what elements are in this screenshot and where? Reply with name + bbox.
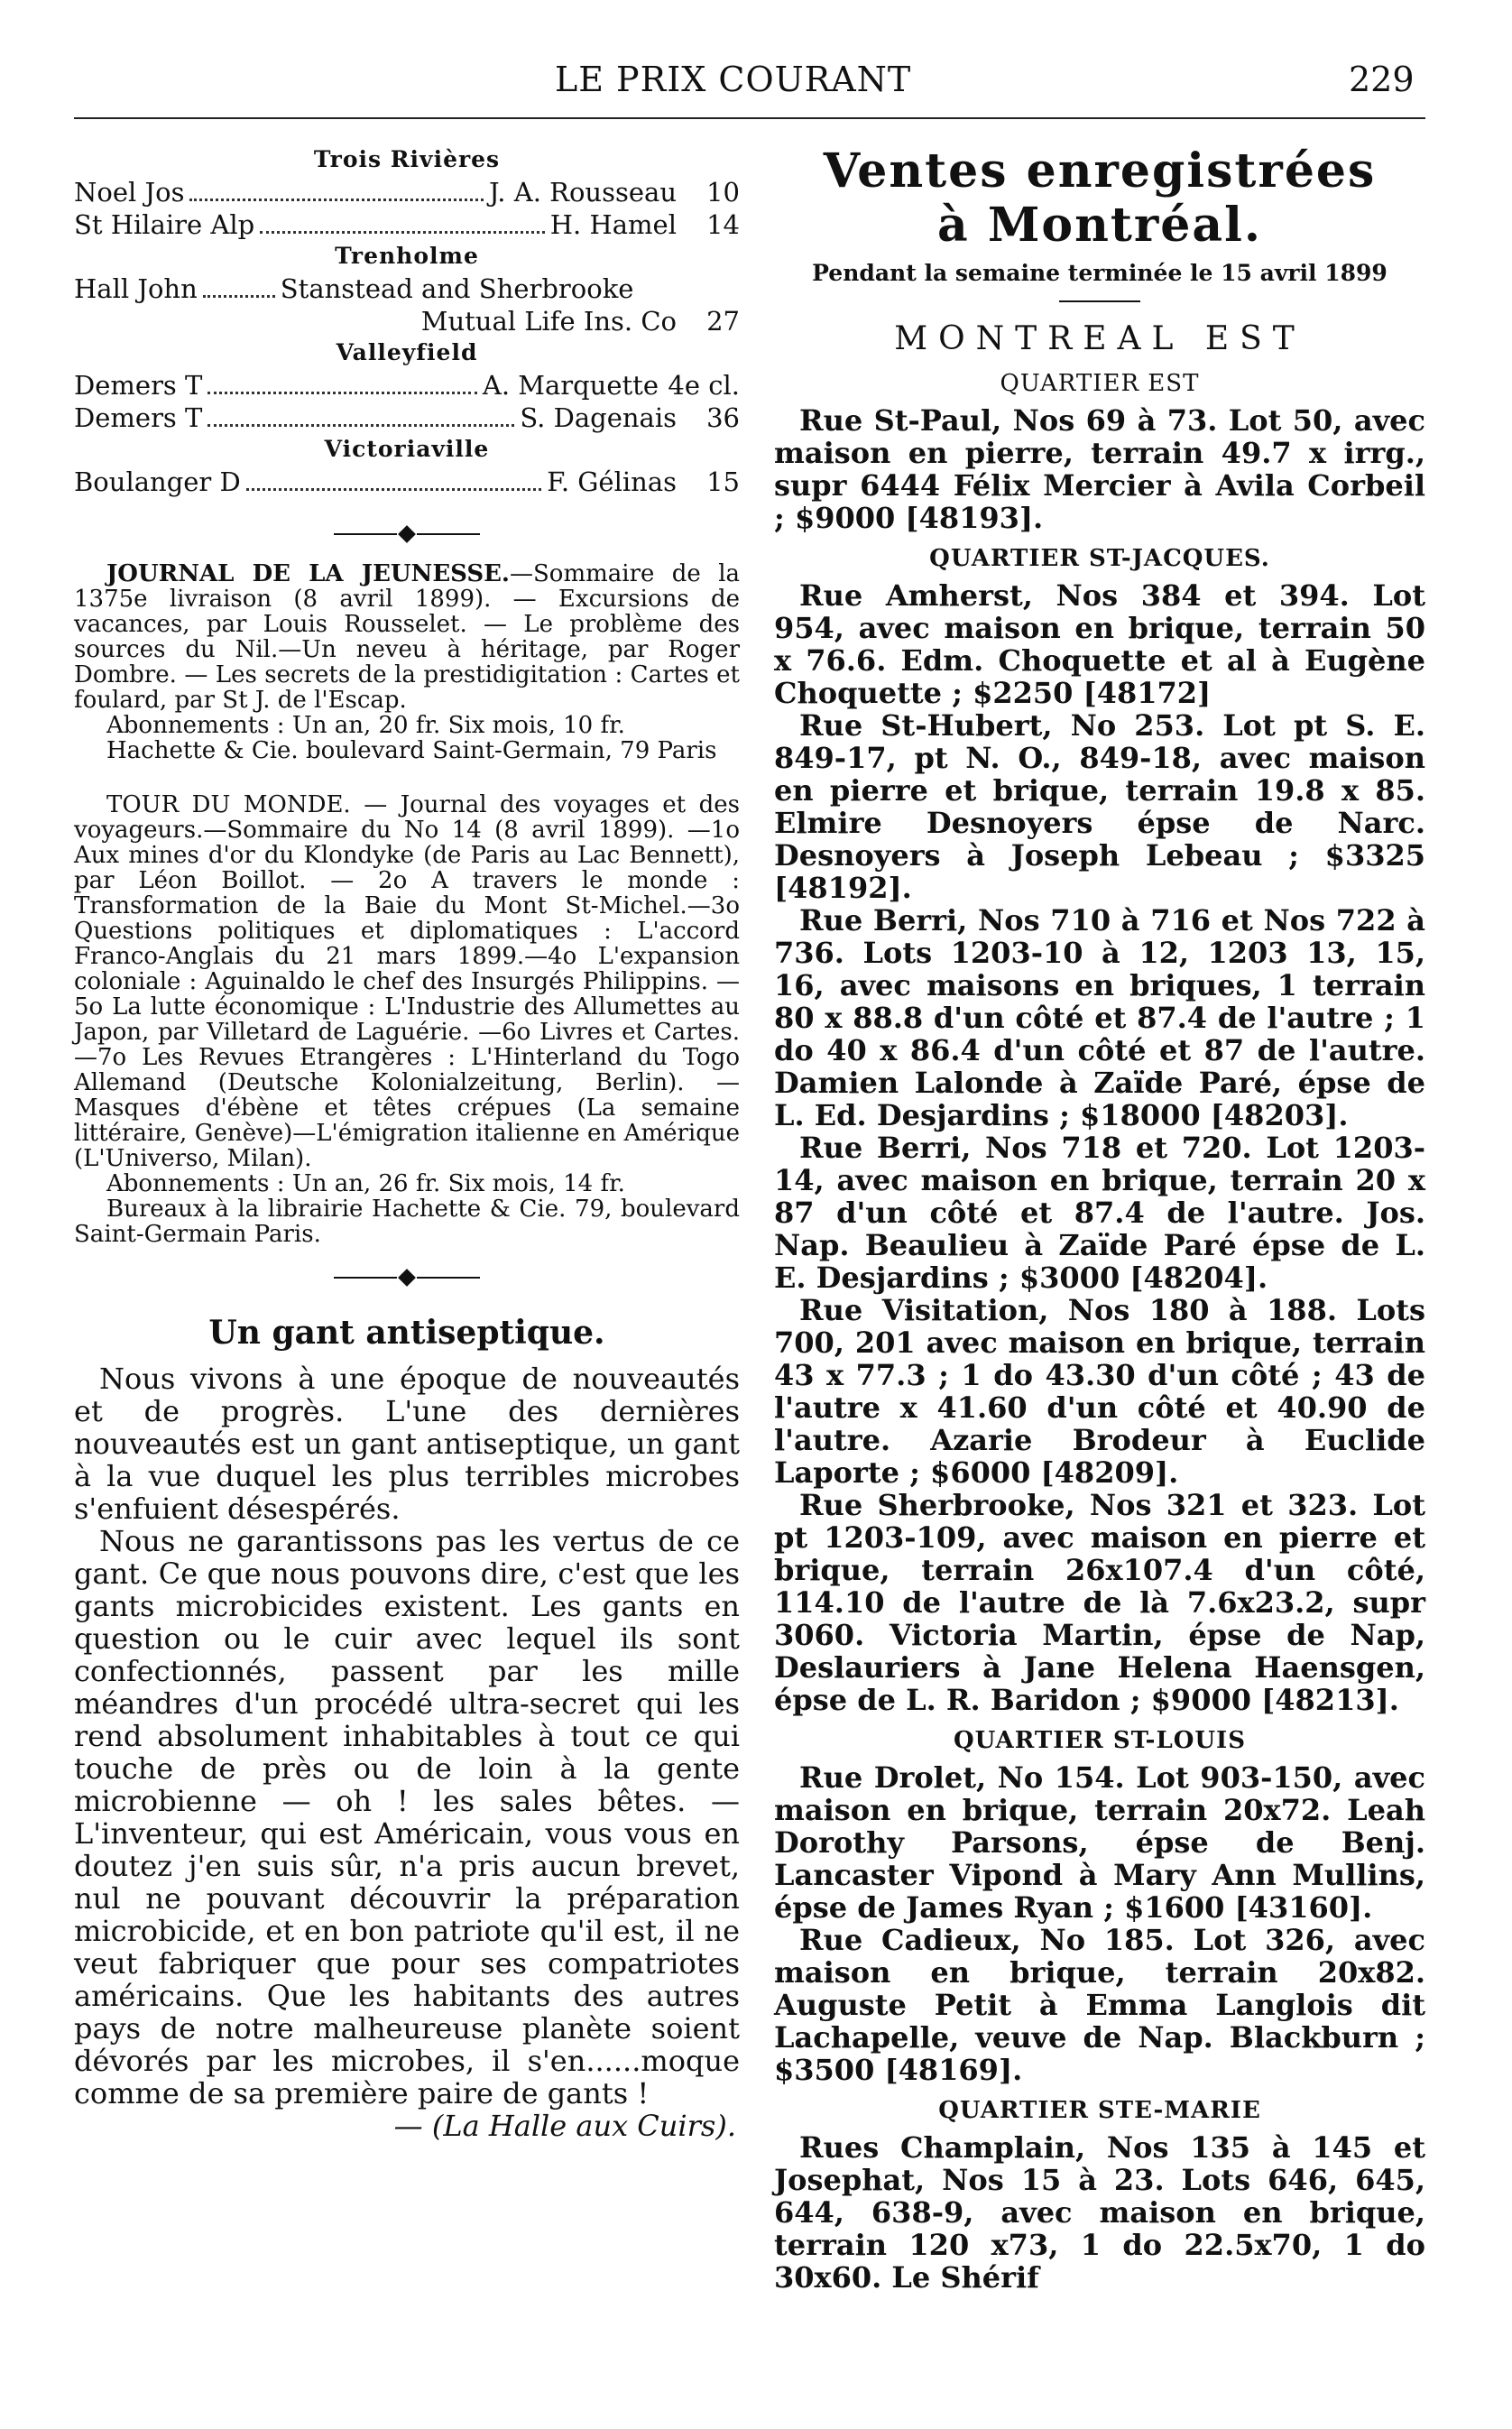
entry-name: Hall John	[74, 273, 198, 304]
sales-list	[774, 404, 1425, 534]
sale-entry: Rues Champlain, Nos 135 à 145 et Josephat, Nos 15 à 23. Lots 646, 645, 644, 638-9, avec maison en brique, terrain 120 x73, 1 do 22.5x70, 1 do 30x60. Le Shérif	[774, 2130, 1425, 2295]
ornament-bar	[334, 533, 397, 535]
dot-leader	[207, 424, 514, 427]
section-subtitle: Pendant la semaine terminée le 15 avril 1899	[812, 260, 1388, 286]
article-paragraph: Nous ne garantissons pas les vertus de ce gant. Ce que nous pouvons dire, c'est que les gants microbicides existent. Les gants en question ou le cuir avec lequel ils sont confectionnés, passent par les mille méandres d'un procédé ultra-secret qui les rend absolument inhabitables à tout ce qui touche de près ou de loin à la gente microbienne — oh ! les sales bêtes. — L'inventeur, qui est Américain, vous vous en doutez j'en suis sûr, n'a pris aucun brevet, nul ne pouvant découvrir la préparation microbicide, et en bon patriote qu'il est, il ne veut fabriquer que pour ses compatriotes américains. Que les habitants des autres pays de notre malheureuse planète soient dévorés par les microbes, il s'en......moque comme de sa première paire de gants !	[74, 1524, 740, 2110]
entry-name: Demers T	[74, 370, 203, 401]
dot-leader	[260, 231, 545, 234]
listing-entry	[74, 402, 740, 434]
article-title: Un gant antiseptique.	[208, 1314, 605, 1352]
dot-leader	[203, 295, 275, 298]
notice-text: — Journal des voyages et des voyageurs.—Sommaire du No 14 (8 avril 1899). —1o Aux mines d'or du Klondyke (de Paris au Lac Bennett), par Léon Boillot. — 2o A travers le monde : Transformation de la Baie du Mont St-Michel.—3o Questions politiques et diplomatiques : L'accord Franco-Anglais du 21 mars 1899.—4o L'expansion coloniale : Aguinaldo le chef des Insurgés Philippins. — 5o La lutte économique : L'Industrie des Allumettes au Japon, par Villetard de Laguérie. —6o Livres et Cartes.—7o Les Revues Etrangères : L'Hinterland du Togo Allemand (Deutsche Kolonialzeitung, Berlin). — Masques d'ébène et têtes crépues (La semaine littéraire, Genève)—L'émigration italienne en Amérique (L'Universo, Milan).	[74, 791, 741, 1172]
entry-number: 4e cl.	[668, 370, 740, 401]
notice-publisher: Hachette & Cie. boulevard Saint-Germain, 79 Paris	[106, 737, 717, 764]
location-heading: Valleyfield	[336, 339, 478, 365]
sales-list	[774, 2131, 1425, 2294]
listing-group-trois-rivieres	[74, 146, 740, 241]
section-ornament	[74, 1265, 740, 1287]
listing-entry	[74, 369, 740, 402]
listing-entry	[74, 272, 740, 305]
article-signoff: — (La Halle aux Cuirs).	[393, 2109, 736, 2143]
entry-name: Demers T	[74, 402, 203, 433]
location-heading: Trenholme	[335, 243, 479, 269]
notice-title: TOUR DU MONDE.	[106, 791, 351, 818]
notice-publisher: Bureaux à la librairie Hachette & Cie. 79, boulevard Saint-Germain Paris.	[74, 1196, 740, 1248]
entry-agent: A. Marquette	[482, 370, 659, 401]
sale-entry: Rue Sherbrooke, Nos 321 et 323. Lot pt 1203-109, avec maison en pierre et brique, terrain 26x107.4 d'un côté, 114.10 de l'autre de là 7.6x23.2, supr 3060. Victoria Martin, épse de Nap, Deslauriers à Jane Helena Haensgen, épse de L. R. Baridon ; $9000 [48213].	[774, 1488, 1425, 1717]
listing-entry	[74, 208, 740, 241]
section-title	[774, 144, 1425, 253]
ornament-bar	[417, 1277, 480, 1279]
header-rule	[74, 117, 1425, 119]
quarter-heading: QUARTIER ST-LOUIS	[954, 1727, 1246, 1754]
ornament-bar	[417, 533, 480, 535]
entry-number: 36	[706, 402, 740, 433]
running-title: LE PRIX COURANT	[555, 60, 912, 99]
entry-agent: S. Dagenais	[520, 402, 677, 433]
entry-agent: Stanstead and Sherbrooke	[280, 273, 634, 304]
sale-entry: Rue Cadieux, No 185. Lot 326, avec maison en brique, terrain 20x82. Auguste Petit à Emma Langlois dit Lachapelle, veuve de Nap. Blackburn ; $3500 [48169].	[774, 1923, 1425, 2087]
listing-group-trenholme	[74, 243, 740, 337]
sale-entry: Rue Berri, Nos 710 à 716 et Nos 722 à 736. Lots 1203-10 à 12, 1203 13, 15, 16, avec maisons en briques, 1 terrain 80 x 88.8 d'un côté et 87.4 de l'autre ; 1 do 40 x 86.4 d'un côté et 87 de l'autre. Damien Lalonde à Zaïde Paré, épse de L. Ed. Desjardins ; $18000 [48203].	[774, 903, 1425, 1132]
ornament-diamond	[398, 525, 416, 543]
entry-name: Noel Jos	[74, 177, 185, 208]
sale-entry: Rue Berri, Nos 718 et 720. Lot 1203-14, avec maison en brique, terrain 20 x 87 d'un côté et 87.4 de l'autre. Jos. Nap. Beaulieu à Zaïde Paré épse de L. E. Desjardins ; $3000 [48204].	[774, 1131, 1425, 1295]
right-column	[774, 144, 1425, 2294]
article-gant-antiseptique	[74, 1314, 740, 2142]
notice-subscription: Abonnements : Un an, 20 fr. Six mois, 10 fr.	[106, 712, 625, 739]
sale-entry: Rue Drolet, No 154. Lot 903-150, avec maison en brique, terrain 20x72. Leah Dorothy Parsons, épse de Benj. Lancaster Vipond à Mary Ann Mullins, épse de James Ryan ; $1600 [43160].	[774, 1760, 1425, 1925]
quarter-heading: QUARTIER STE-MARIE	[938, 2097, 1261, 2124]
listing-group-valleyfield	[74, 339, 740, 434]
tour-du-monde-notice	[74, 792, 740, 1247]
running-head	[0, 0, 1512, 99]
entry-agent: J. A. Rousseau	[488, 177, 677, 208]
entry-number: 27	[706, 306, 740, 337]
sale-entry: Rue Visitation, Nos 180 à 188. Lots 700, 201 avec maison en brique, terrain 43 x 77.3 ; 1 do 43.30 d'un côté ; 43 de l'autre x 41.60 d'un côté et 40.90 de l'autre. Azarie Brodeur à Euclide Laporte ; $6000 [48209].	[774, 1293, 1425, 1490]
short-rule	[1059, 300, 1140, 302]
journal-jeunesse-notice	[74, 561, 740, 763]
entry-number: 15	[706, 466, 740, 497]
notice-text: —Sommaire de la 1375e livraison (8 avril 1899). — Excursions de vacances, par Louis Rousselet. — Le problème des sources du Nil.—Un neveu à héritage, par Roger Dombre. — Les secrets de la prestidigitation : Cartes et foulard, par St J. de l'Escap.	[74, 560, 741, 714]
entry-name: St Hilaire Alp	[74, 209, 255, 240]
section-ornament	[74, 522, 740, 543]
entry-agent: H. Hamel	[549, 209, 677, 240]
entry-name: Boulanger D	[74, 466, 241, 497]
ornament-diamond	[398, 1269, 416, 1287]
listing-continuation	[74, 305, 740, 337]
listing-group-victoriaville	[74, 436, 740, 498]
notice-body	[74, 792, 740, 1171]
district-heading: MONTREAL EST	[894, 320, 1305, 357]
location-heading: Trois Rivières	[313, 146, 501, 172]
listing-entry	[74, 466, 740, 498]
notice-subscription: Abonnements : Un an, 26 fr. Six mois, 14 fr.	[106, 1170, 625, 1197]
entry-number: 10	[706, 177, 740, 208]
article-paragraph: Nous vivons à une époque de nouveautés et de progrès. L'une des dernières nouveautés est un gant antiseptique, un gant à la vue duquel les plus terribles microbes s'enfuient désespérés.	[74, 1362, 740, 1526]
sale-entry: Rue Amherst, Nos 384 et 394. Lot 954, avec maison en brique, terrain 50 x 76.6. Edm. Choquette et al à Eugène Choquette ; $2250 [48172]	[774, 578, 1425, 710]
dot-leader	[207, 392, 477, 394]
left-column	[74, 144, 740, 2142]
dot-leader	[189, 199, 483, 201]
dot-leader	[246, 488, 541, 491]
notice-title: JOURNAL DE LA JEUNESSE.	[106, 560, 510, 587]
sales-list	[774, 579, 1425, 1716]
ornament-bar	[334, 1277, 397, 1279]
quarter-heading: QUARTIER EST	[1000, 370, 1200, 397]
entry-number: 14	[706, 209, 740, 240]
page-number: 229	[1349, 60, 1415, 99]
quarter-heading: QUARTIER ST-JACQUES.	[929, 545, 1270, 572]
entry-agent: F. Gélinas	[547, 466, 677, 497]
title-line: Ventes enregistrées	[823, 143, 1377, 199]
sale-entry: Rue St-Hubert, No 253. Lot pt S. E. 849-17, pt N. O., 849-18, avec maison en pierre et brique, terrain 19.8 x 85. Elmire Desnoyers épse de Narc. Desnoyers à Joseph Lebeau ; $3325 [48192].	[774, 708, 1425, 905]
continuation-text: Mutual Life Ins. Co	[420, 306, 677, 337]
sale-entry: Rue St-Paul, Nos 69 à 73. Lot 50, avec maison en pierre, terrain 49.7 x irrg., supr 6444 Félix Mercier à Avila Corbeil ; $9000 [48193].	[774, 403, 1425, 535]
title-line: à Montréal.	[937, 198, 1262, 253]
listing-entry	[74, 176, 740, 208]
notice-body	[74, 561, 740, 713]
sales-list	[774, 1761, 1425, 2086]
location-heading: Victoriaville	[324, 436, 490, 462]
